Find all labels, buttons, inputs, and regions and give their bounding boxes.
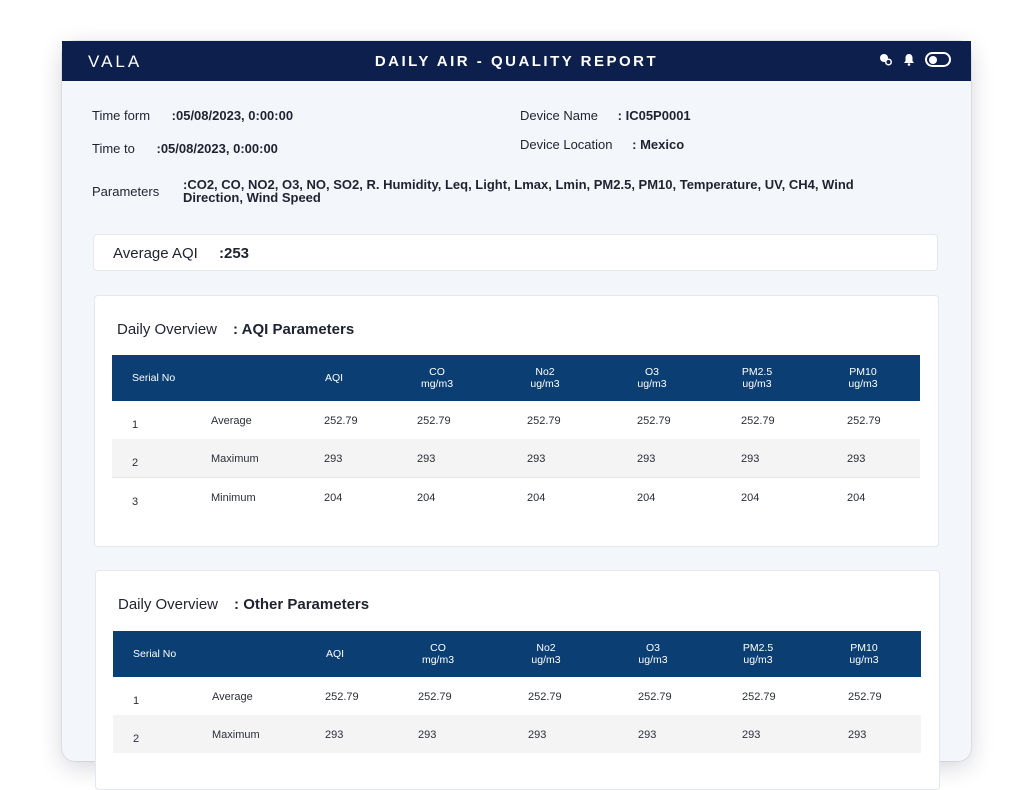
device-name-label: Device Name: [520, 108, 599, 123]
header-aqi[interactable]: AQI: [324, 372, 344, 384]
table-header: [113, 631, 921, 677]
card-title: [118, 596, 369, 613]
cell-pm25: 252.79: [742, 691, 776, 703]
time-to-label: Time to: [92, 141, 135, 156]
cell-stat: Average: [211, 415, 252, 427]
brand-logo[interactable]: VALA: [88, 52, 143, 71]
table-row[interactable]: [112, 401, 920, 439]
device-location-row: [520, 137, 684, 152]
device-name-value: : IC05P0001: [617, 108, 691, 123]
cell-o3: 293: [638, 729, 657, 741]
header-co-label: CO: [429, 366, 445, 378]
header-o3-unit: ug/m3: [637, 378, 667, 390]
header-aqi[interactable]: AQI: [325, 648, 345, 660]
cell-no2: 204: [527, 492, 546, 504]
cell-no2: 252.79: [527, 415, 561, 427]
top-bar: [62, 41, 971, 81]
header-pm25-label: PM2.5: [741, 366, 773, 378]
header-co[interactable]: [409, 366, 465, 390]
cell-serial: 1: [132, 419, 139, 431]
cell-serial: 2: [132, 457, 139, 469]
table-row[interactable]: [113, 715, 921, 753]
header-no2-label: No2: [535, 366, 555, 378]
header-pm25[interactable]: [729, 366, 785, 390]
header-no2[interactable]: [517, 366, 573, 390]
card-title-value: : Other Parameters: [234, 596, 370, 613]
cell-o3: 252.79: [637, 415, 671, 427]
header-pm10[interactable]: [836, 642, 892, 666]
time-to-row: [92, 141, 278, 156]
cell-aqi: 293: [324, 453, 343, 465]
dark-mode-toggle[interactable]: [925, 52, 951, 67]
cell-aqi: 252.79: [324, 415, 358, 427]
cell-serial: 3: [132, 496, 139, 508]
cell-pm25: 293: [742, 729, 761, 741]
header-o3[interactable]: [625, 642, 681, 666]
cell-pm10: 204: [847, 492, 866, 504]
page-title: DAILY AIR - QUALITY REPORT: [374, 53, 659, 70]
cell-co: 252.79: [418, 691, 452, 703]
cell-pm25: 252.79: [741, 415, 775, 427]
device-name-row: [520, 108, 691, 123]
average-aqi-box: [93, 234, 938, 271]
table-row[interactable]: [112, 439, 920, 477]
cell-o3: 293: [637, 453, 656, 465]
header-serial-no[interactable]: Serial No: [132, 372, 176, 384]
header-no2-unit: ug/m3: [531, 654, 561, 666]
header-o3[interactable]: [624, 366, 680, 390]
parameters-label: Parameters: [92, 184, 160, 199]
time-from-row: [92, 108, 293, 123]
average-aqi-value: :253: [219, 245, 250, 262]
header-o3-label: O3: [645, 642, 660, 654]
toggle-knob: [929, 56, 937, 64]
header-co-unit: mg/m3: [421, 654, 455, 666]
header-o3-label: O3: [644, 366, 659, 378]
other-parameters-card: [95, 570, 940, 790]
table-header: [112, 355, 920, 401]
cell-pm10: 252.79: [848, 691, 882, 703]
header-co-label: CO: [430, 642, 446, 654]
header-no2-unit: ug/m3: [530, 378, 560, 390]
cell-aqi: 293: [325, 729, 344, 741]
report-window: [62, 41, 971, 761]
cell-pm10: 293: [848, 729, 867, 741]
header-pm25-unit: ug/m3: [743, 654, 773, 666]
cell-no2: 293: [527, 453, 546, 465]
header-co[interactable]: [410, 642, 466, 666]
device-location-label: Device Location: [520, 137, 613, 152]
header-pm10-unit: ug/m3: [849, 654, 879, 666]
cell-pm25: 293: [741, 453, 760, 465]
cell-pm25: 204: [741, 492, 760, 504]
cell-pm10: 293: [847, 453, 866, 465]
header-pm25-unit: ug/m3: [742, 378, 772, 390]
header-pm10-label: PM10: [850, 642, 878, 654]
cell-stat: Average: [212, 691, 253, 703]
cell-co: 293: [418, 729, 437, 741]
cell-stat: Maximum: [212, 729, 260, 741]
cell-no2: 252.79: [528, 691, 562, 703]
time-from-value: :05/08/2023, 0:00:00: [171, 108, 294, 123]
cell-o3: 252.79: [638, 691, 672, 703]
cell-stat: Maximum: [211, 453, 259, 465]
chat-bubbles-icon[interactable]: [879, 53, 893, 67]
header-co-unit: mg/m3: [420, 378, 454, 390]
cell-co: 252.79: [417, 415, 451, 427]
cell-serial: 1: [133, 695, 140, 707]
bell-icon[interactable]: [903, 53, 915, 66]
header-pm25[interactable]: [730, 642, 786, 666]
average-aqi-label: Average AQI: [113, 245, 198, 262]
table-row[interactable]: [112, 478, 920, 516]
parameters-value: :CO2, CO, NO2, O3, NO, SO2, R. Humidity, Leq, Light, Lmax, Lmin, PM2.5, PM10, Temperature, UV, CH4, Wind Direction, Wind Speed: [183, 177, 854, 205]
aqi-parameters-card: [94, 295, 939, 547]
header-no2[interactable]: [518, 642, 574, 666]
card-title-value: : AQI Parameters: [233, 321, 355, 338]
header-no2-label: No2: [536, 642, 556, 654]
cell-serial: 2: [133, 733, 140, 745]
card-title-label: Daily Overview: [117, 321, 218, 338]
cell-pm10: 252.79: [847, 415, 881, 427]
device-location-value: : Mexico: [632, 137, 685, 152]
time-to-value: :05/08/2023, 0:00:00: [156, 141, 278, 156]
table-row[interactable]: [113, 677, 921, 715]
header-pm10-unit: ug/m3: [848, 378, 878, 390]
header-pm10[interactable]: [835, 366, 891, 390]
header-pm25-label: PM2.5: [742, 642, 774, 654]
cell-co: 293: [417, 453, 436, 465]
cell-aqi: 204: [324, 492, 343, 504]
cell-co: 204: [417, 492, 436, 504]
cell-o3: 204: [637, 492, 656, 504]
card-title-label: Daily Overview: [118, 596, 219, 613]
cell-aqi: 252.79: [325, 691, 359, 703]
card-title: [117, 321, 354, 338]
header-o3-unit: ug/m3: [638, 654, 668, 666]
header-serial-no[interactable]: Serial No: [133, 648, 177, 660]
header-pm10-label: PM10: [849, 366, 877, 378]
cell-stat: Minimum: [211, 492, 256, 504]
cell-no2: 293: [528, 729, 547, 741]
time-from-label: Time form: [92, 108, 151, 123]
